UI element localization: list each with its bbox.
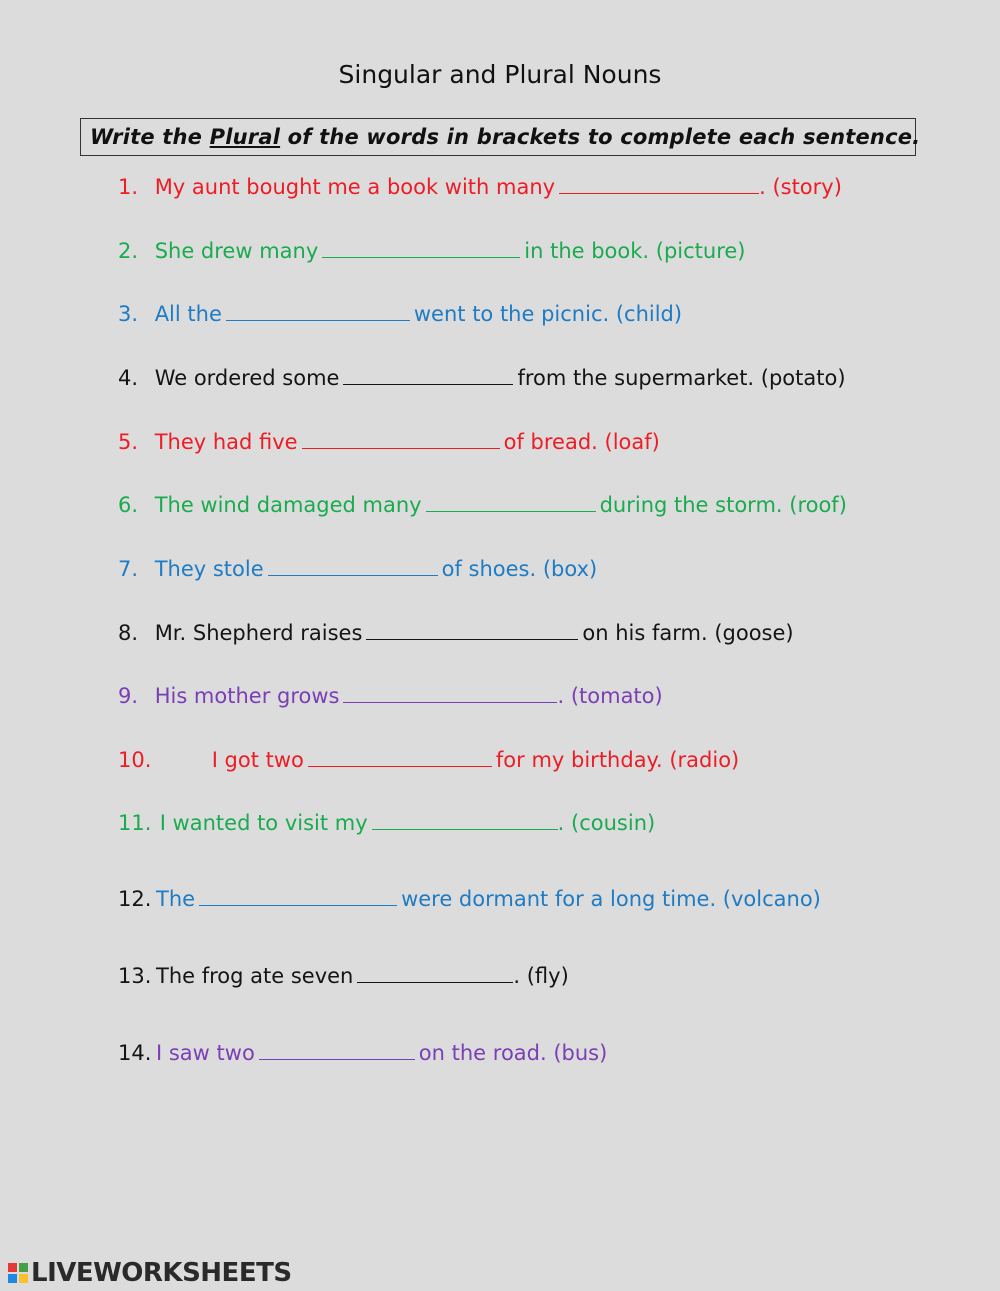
question-number: 2.	[118, 239, 139, 263]
answer-blank[interactable]	[199, 886, 397, 906]
question-11	[118, 810, 655, 836]
question-text: My aunt bought me a book with many	[154, 175, 556, 199]
instruction-text-before: Write the	[90, 125, 210, 149]
instruction-box	[80, 118, 921, 156]
question-7	[118, 556, 597, 582]
question-text-end: . (story)	[759, 175, 842, 199]
question-number: 5.	[118, 430, 139, 454]
question-text: We ordered some	[154, 366, 340, 390]
question-number: 8.	[118, 621, 139, 645]
answer-blank[interactable]	[226, 301, 410, 321]
question-number: 6.	[118, 493, 139, 517]
question-text: She drew many	[154, 239, 319, 263]
question-text: They had five	[154, 430, 298, 454]
question-text-end: during the storm. (roof)	[599, 493, 847, 517]
question-12	[118, 886, 821, 912]
answer-blank[interactable]	[302, 429, 500, 449]
question-text-end: in the book. (picture)	[524, 239, 746, 263]
answer-blank[interactable]	[268, 556, 438, 576]
answer-blank[interactable]	[357, 963, 513, 983]
answer-blank[interactable]	[343, 365, 513, 385]
question-2	[118, 238, 746, 264]
page-title: Singular and Plural Nouns	[338, 60, 662, 89]
question-text: The frog ate seven	[156, 964, 354, 988]
answer-blank[interactable]	[372, 810, 558, 830]
answer-blank[interactable]	[343, 683, 557, 703]
question-text: I saw two	[156, 1041, 255, 1065]
instruction-text-after: of the words in brackets to complete each sentence.	[280, 125, 921, 149]
question-number: 10.	[118, 748, 152, 772]
question-text: His mother grows	[154, 684, 340, 708]
question-text-end: on the road. (bus)	[418, 1041, 608, 1065]
question-13	[118, 963, 569, 989]
question-text-end: of bread. (loaf)	[503, 430, 660, 454]
question-text: The wind damaged many	[154, 493, 422, 517]
question-number: 11.	[118, 811, 152, 835]
question-4	[118, 365, 846, 391]
liveworksheets-logo[interactable]	[8, 1258, 292, 1288]
answer-blank[interactable]	[559, 174, 759, 194]
question-6	[118, 492, 847, 518]
liveworksheets-logo-icon	[8, 1263, 28, 1283]
question-text: I wanted to visit my	[159, 811, 368, 835]
question-5	[118, 429, 660, 455]
answer-blank[interactable]	[322, 238, 520, 258]
question-number: 4.	[118, 366, 139, 390]
question-text: I got two	[211, 748, 304, 772]
answer-blank[interactable]	[259, 1040, 415, 1060]
question-9	[118, 683, 663, 709]
question-text: They stole	[154, 557, 264, 581]
question-8	[118, 620, 794, 646]
question-number: 3.	[118, 302, 139, 326]
question-text-end: . (tomato)	[557, 684, 663, 708]
question-text-end: from the supermarket. (potato)	[517, 366, 846, 390]
question-text-end: . (fly)	[513, 964, 569, 988]
question-text: Mr. Shepherd raises	[154, 621, 363, 645]
question-text-end: for my birthday. (radio)	[495, 748, 740, 772]
question-14	[118, 1040, 607, 1066]
answer-blank[interactable]	[308, 747, 492, 767]
answer-blank[interactable]	[366, 620, 578, 640]
instruction-underlined-word: Plural	[209, 125, 281, 149]
question-text-end: on his farm. (goose)	[582, 621, 794, 645]
question-text: The	[156, 887, 196, 911]
question-text: All the	[154, 302, 222, 326]
question-number: 14.	[118, 1041, 152, 1065]
liveworksheets-logo-text: LIVEWORKSHEETS	[31, 1258, 292, 1288]
question-1	[118, 174, 842, 200]
question-number: 1.	[118, 175, 139, 199]
question-number: 7.	[118, 557, 139, 581]
question-text-end: were dormant for a long time. (volcano)	[401, 887, 821, 911]
question-10	[118, 747, 739, 773]
question-3	[118, 301, 682, 327]
question-text-end: . (cousin)	[557, 811, 656, 835]
answer-blank[interactable]	[426, 492, 596, 512]
question-text-end: of shoes. (box)	[441, 557, 598, 581]
question-number: 9.	[118, 684, 139, 708]
question-number: 13.	[118, 964, 152, 988]
question-number: 12.	[118, 887, 152, 911]
question-text-end: went to the picnic. (child)	[413, 302, 683, 326]
